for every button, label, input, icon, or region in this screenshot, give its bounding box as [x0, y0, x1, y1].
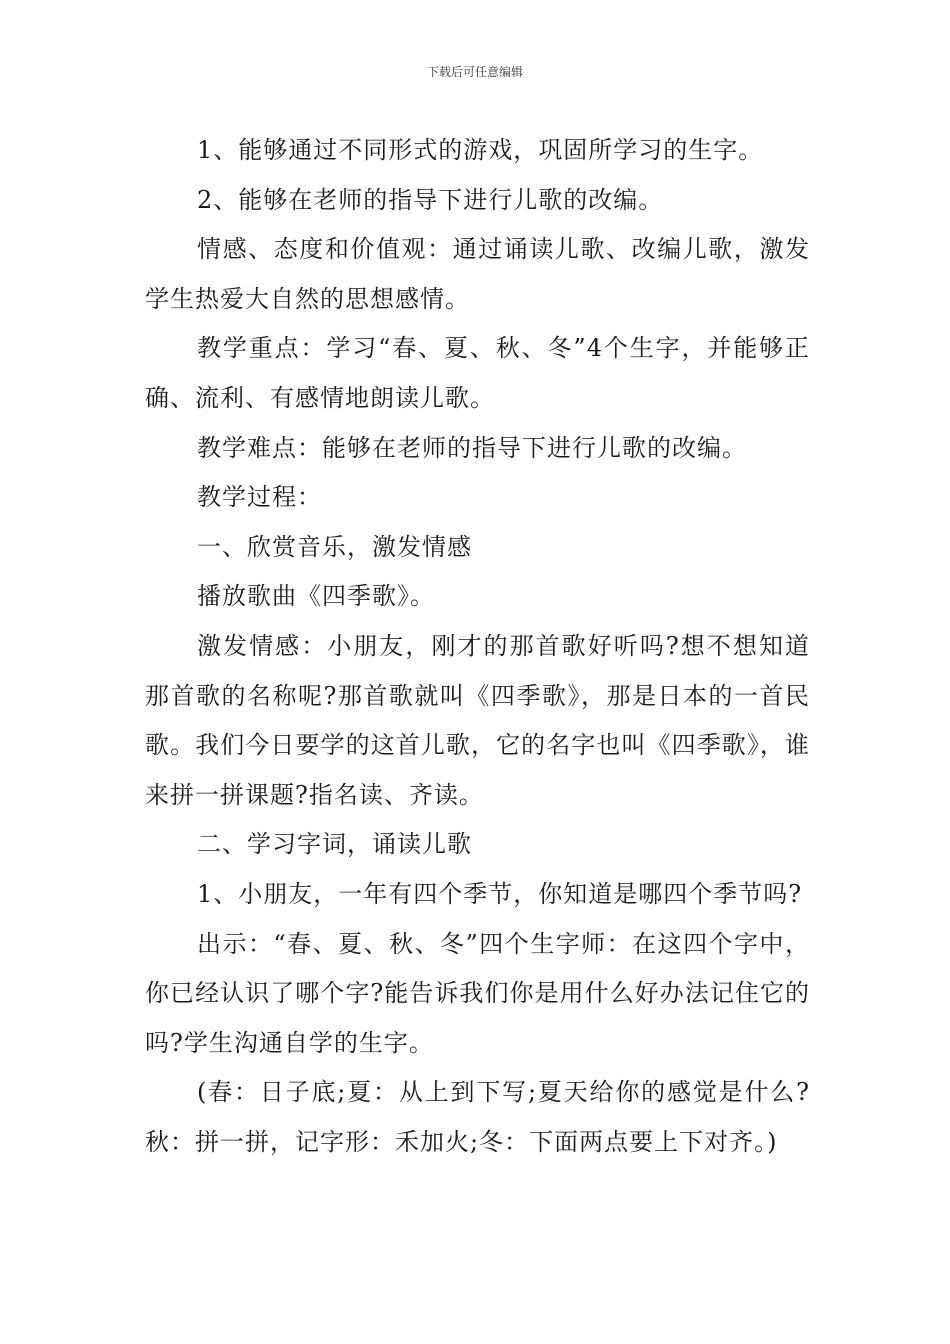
paragraph-emotion-goal: 情感、态度和价值观：通过诵读儿歌、改编儿歌，激发学生热爱大自然的思想感情。: [145, 235, 810, 313]
paragraph-difficulties: 教学难点：能够在老师的指导下进行儿歌的改编。: [197, 433, 747, 462]
paragraph-section-1-heading: 一、欣赏音乐，激发情感: [197, 532, 472, 561]
paragraph-question-seasons: 1、小朋友，一年有四个季节，你知道是哪四个季节吗?: [197, 879, 803, 908]
paragraph-key-points: 教学重点：学习“春、夏、秋、冬”4个生字，并能够正确、流利、有感情地朗读儿歌。: [145, 334, 810, 412]
paragraph-show-characters: 出示：“春、夏、秋、冬”四个生字师：在这四个字中，你已经认识了哪个字?能告诉我们你是用什么好办法记住它的吗?学生沟通自学的生字。: [145, 929, 810, 1057]
paragraph-section-2-heading: 二、学习字词，诵读儿歌: [197, 830, 472, 859]
document-body: [145, 126, 810, 1167]
paragraph-goal-2: 2、能够在老师的指导下进行儿歌的改编。: [197, 185, 664, 214]
paragraph-process-heading: 教学过程：: [197, 483, 322, 512]
paragraph-inspire: 激发情感：小朋友，刚才的那首歌好听吗?想不想知道那首歌的名称呢?那首歌就叫《四季歌》，那是日本的一首民歌。我们今日要学的这首儿歌，它的名字也叫《四季歌》，谁来拼一拼课题?指名读、齐读。: [145, 631, 810, 809]
paragraph-goal-1: 1、能够通过不同形式的游戏，巩固所学习的生字。: [197, 136, 764, 164]
page-header: [0, 64, 950, 80]
paragraph-play-song: 播放歌曲《四季歌》。: [197, 582, 435, 611]
paragraph-character-notes: (春：日子底;夏：从上到下写;夏天给你的感觉是什么?秋：拼一拼，记字形：禾加火;冬：下面两点要上下对齐。): [145, 1078, 810, 1156]
header-note: 下载后可任意编辑: [426, 65, 523, 79]
